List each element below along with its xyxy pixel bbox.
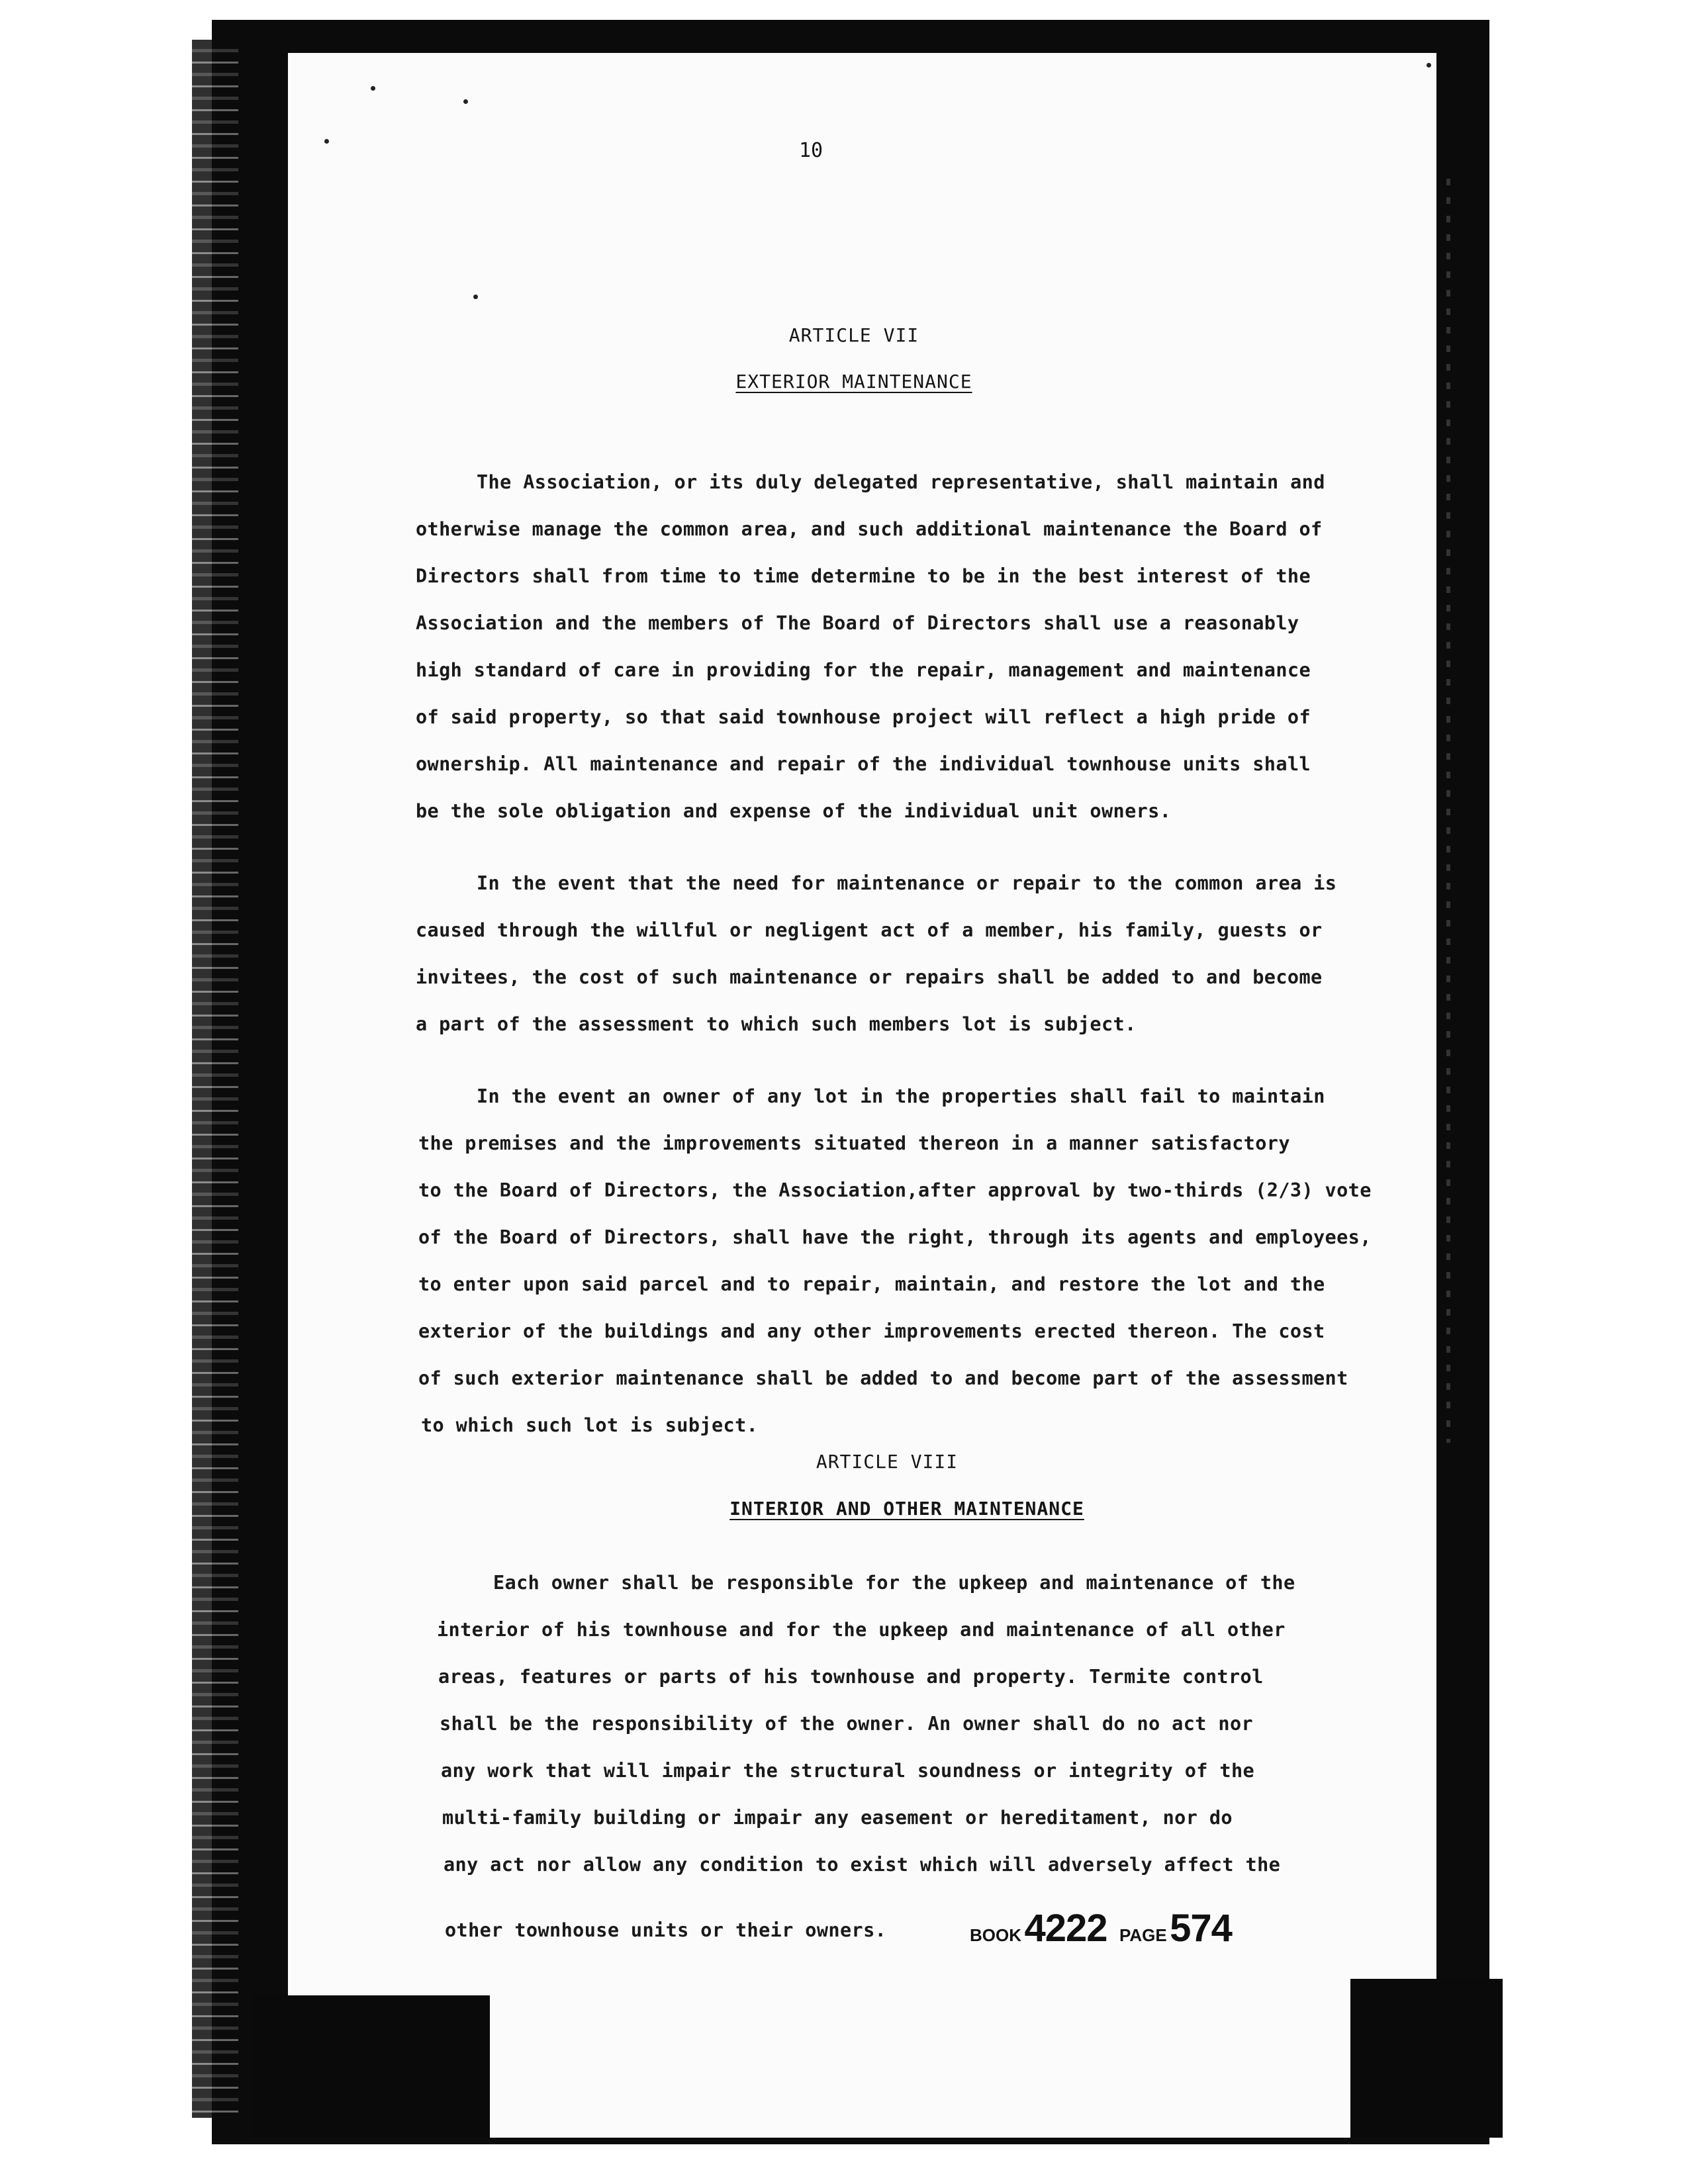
text-line: of the Board of Directors, shall have the right, through its agents and employees, xyxy=(418,1226,1372,1248)
scan-speck xyxy=(473,295,478,299)
text-line: to enter upon said parcel and to repair, maintain, and restore the lot and the xyxy=(418,1273,1325,1295)
text-line: high standard of care in providing for the repair, management and maintenance xyxy=(416,659,1311,681)
scan-margin-artifact xyxy=(1446,179,1450,1443)
text-line: areas, features or parts of his townhouse and property. Termite control xyxy=(438,1666,1264,1688)
text-line: exterior of the buildings and any other improvements erected thereon. The cost xyxy=(418,1320,1325,1342)
scan-edge-noise xyxy=(192,40,238,2118)
text-line: interior of his townhouse and for the upkeep and maintenance of all other xyxy=(437,1619,1286,1641)
stamp-book-label: BOOK xyxy=(970,1925,1021,1945)
text-line: invitees, the cost of such maintenance or repairs shall be added to and become xyxy=(416,966,1323,988)
scan-corner-shadow-left xyxy=(252,1995,490,2138)
text-line: the premises and the improvements situated thereon in a manner satisfactory xyxy=(418,1132,1290,1154)
text-line: of said property, so that said townhouse project will reflect a high pride of xyxy=(416,706,1311,728)
article-7-subheading: EXTERIOR MAINTENANCE xyxy=(735,371,972,392)
text-line: otherwise manage the common area, and such additional maintenance the Board of xyxy=(416,518,1323,540)
scan-speck xyxy=(1427,63,1431,68)
text-line: shall be the responsibility of the owner. An owner shall do no act nor xyxy=(440,1713,1254,1735)
article-8-heading: ARTICLE VIII xyxy=(816,1451,959,1473)
text-line: In the event that the need for maintenance or repair to the common area is xyxy=(477,872,1337,894)
scan-corner-shadow-right xyxy=(1350,1979,1503,2138)
text-line: to the Board of Directors, the Association,after approval by two-thirds (2/3) vote xyxy=(418,1179,1372,1201)
article-8-subheading: INTERIOR AND OTHER MAINTENANCE xyxy=(729,1498,1084,1520)
stamp-page-number: 574 xyxy=(1170,1907,1232,1950)
text-line: Each owner shall be responsible for the upkeep and maintenance of the xyxy=(493,1572,1295,1594)
text-line: a part of the assessment to which such members lot is subject. xyxy=(416,1013,1137,1035)
text-line: to which such lot is subject. xyxy=(421,1414,759,1436)
text-line: any act nor allow any condition to exist which will adversely affect the xyxy=(444,1854,1281,1876)
text-line: The Association, or its duly delegated representative, shall maintain and xyxy=(477,471,1325,493)
text-line: Association and the members of The Board of Directors shall use a reasonably xyxy=(416,612,1299,634)
scan-speck xyxy=(371,86,375,91)
text-line: multi-family building or impair any easement or hereditament, nor do xyxy=(442,1807,1233,1829)
scan-speck xyxy=(463,99,468,104)
text-line: of such exterior maintenance shall be added to and become part of the assessment xyxy=(418,1367,1348,1389)
text-line: ownership. All maintenance and repair of the individual townhouse units shall xyxy=(416,753,1311,775)
stamp-book-number: 4222 xyxy=(1024,1907,1107,1950)
text-line: In the event an owner of any lot in the properties shall fail to maintain xyxy=(477,1085,1325,1107)
page-number: 10 xyxy=(798,139,823,162)
scan-speck xyxy=(324,139,329,144)
text-line: Directors shall from time to time determine to be in the best interest of the xyxy=(416,565,1311,587)
text-line: be the sole obligation and expense of the individual unit owners. xyxy=(416,800,1172,822)
stamp-page-label: PAGE xyxy=(1119,1925,1167,1945)
text-line: other townhouse units or their owners. xyxy=(445,1919,887,1941)
text-line: caused through the willful or negligent act of a member, his family, guests or xyxy=(416,919,1323,941)
text-line: any work that will impair the structural soundness or integrity of the xyxy=(441,1760,1255,1782)
recording-stamp xyxy=(970,1906,1232,1950)
article-7-heading: ARTICLE VII xyxy=(788,324,919,346)
